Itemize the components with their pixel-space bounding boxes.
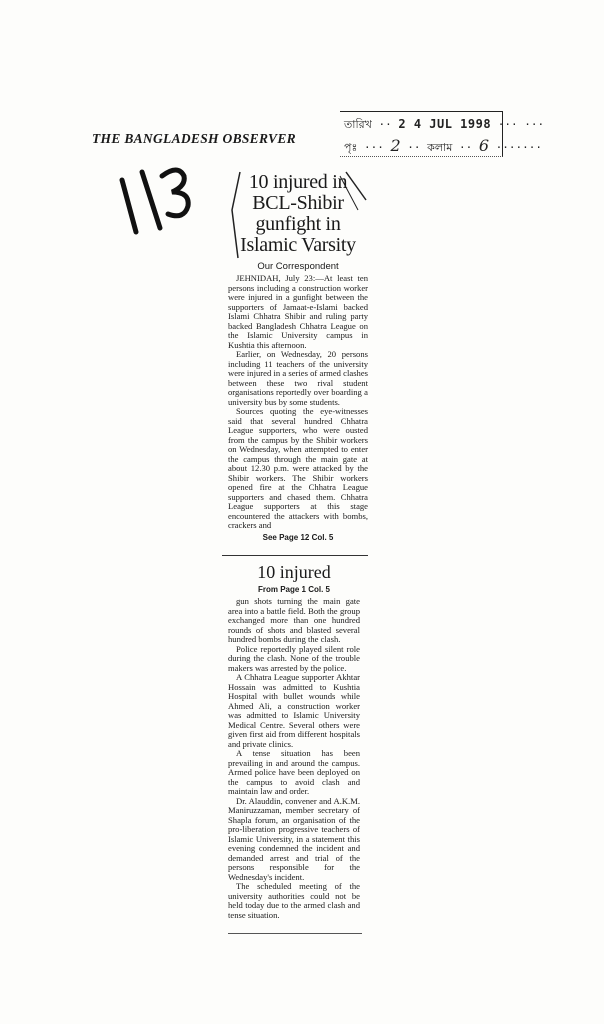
- continuation-paragraph: A tense situation has been prevailing in and around the campus. Armed police have been deployed on the campus to avoid clash and maintain law and order.: [228, 748, 360, 796]
- column-divider: [222, 555, 368, 556]
- article-headline: 10 injured in BCL-Shibir gunfight in Islamic Varsity: [240, 171, 356, 256]
- continuation-paragraph: A Chhatra League supporter Akhtar Hossain was admitted to Kushtia Hospital with bullet wounds while Ahmed Ali, a construction worker was admitted to Islamic University Medical Centre. Several others were given first aid from different hospitals and private clinics.: [228, 672, 360, 749]
- stamp-page-number: 2: [390, 136, 401, 155]
- article-paragraph: Sources quoting the eye-witnesses said that several hundred Chhatra League supporters, who were ousted from the campus by the Shibir workers on Wednesday, when attempted to enter the campus through the main gate at about 12.30 p.m. were attacked by the Shibir workers. The Shibir workers opened fire at the Chhatra League supporters and chased them. Chhatra League supporters at this stage encountered the attackers with bombs, crackers and: [228, 406, 368, 530]
- stamp-date-label: তারিখ: [344, 118, 372, 131]
- newspaper-name: THE BANGLADESH OBSERVER: [92, 131, 296, 146]
- stamp-page-row: পৃঃ ··· 2 ·· কলাম ·· 6 ·······: [344, 136, 543, 155]
- continuation-paragraph: Dr. Alauddin, convener and A.K.M. Maniruzzaman, member secretary of Shapla forum, an organisation of the pro-liberation progressive teachers of Islamic University, in a statement this evening condemned the incident and demanded arrest and trial of the persons responsible for the Wednesday's incident.: [228, 795, 360, 882]
- handwritten-number: [108, 162, 208, 252]
- article-column: [228, 172, 368, 542]
- from-page-reference: From Page 1 Col. 5: [257, 585, 331, 594]
- stamp-page-label: পৃঃ: [344, 141, 358, 154]
- bottom-rule: [228, 933, 362, 934]
- continuation-paragraph: gun shots turning the main gate area into a battle field. Both the group exchanged more than one hundred rounds of shots and blasted several hundred bombs during the clash.: [228, 596, 360, 644]
- article-paragraph: Earlier, on Wednesday, 20 persons including 11 teachers of the university were injured in a series of armed clashes between these two rival student organisations reportedly over boarding a university bus by some students.: [228, 349, 368, 407]
- article-byline: Our Correspondent: [257, 261, 339, 272]
- continuation-paragraph: Police reportedly played silent role during the clash. None of the trouble makers was arrested by the police.: [228, 643, 360, 673]
- stamp-col-number: 6: [478, 136, 490, 155]
- stamp-date: 2 4 JUL 1998: [398, 117, 492, 131]
- see-page-reference: See Page 12 Col. 5: [262, 532, 334, 542]
- continuation-headline: 10 injured: [257, 562, 331, 582]
- stamp-date-row: তারিখ ·· 2 4 JUL 1998 ··· ···: [344, 117, 545, 131]
- article-paragraph: JEHNIDAH, July 23:—At least ten persons including a construction worker were injured in a gunfight between the supporters of Jamaat-e-Islami backed Islami Chhatra Shibir and ruling party backed Bangladesh Chhatra League on the Islamic University campus in Kushtia this afternoon.: [228, 273, 368, 350]
- stamp-col-label: কলাম: [427, 141, 453, 154]
- continuation-paragraph: The scheduled meeting of the university authorities could not be held today due to the armed clash and tense situation.: [228, 881, 360, 920]
- continuation-column: [228, 562, 360, 920]
- archive-date-stamp: [340, 111, 545, 157]
